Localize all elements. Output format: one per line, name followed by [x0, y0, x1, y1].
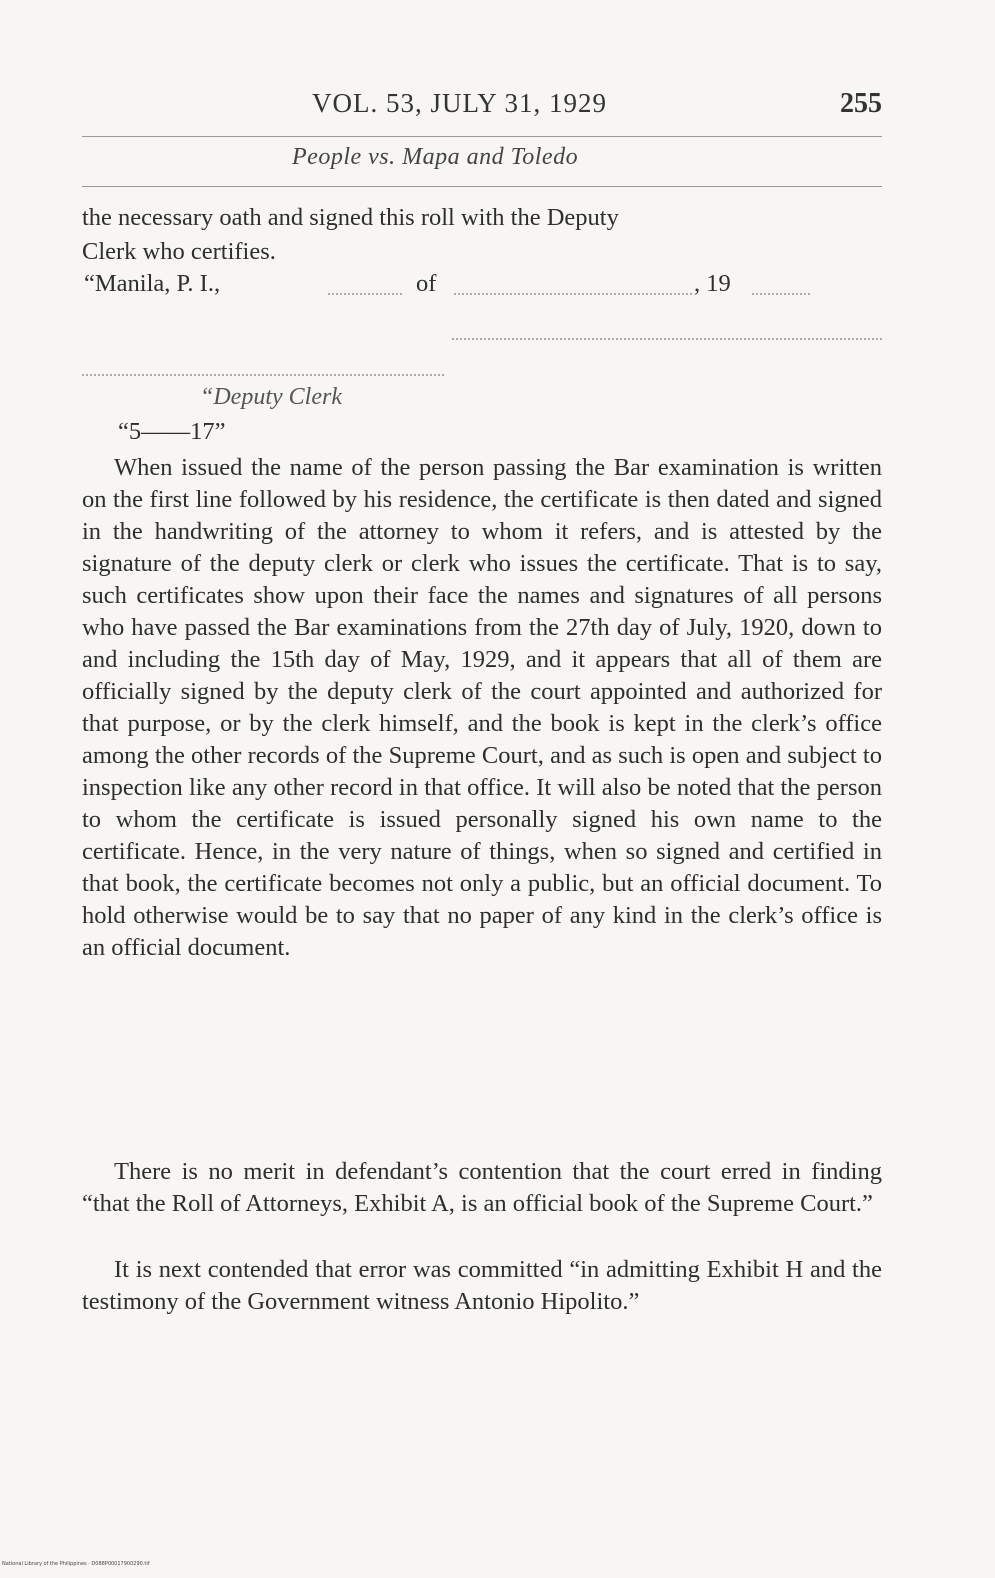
date-blank-day: [328, 293, 402, 295]
form-number: “5——17”: [118, 418, 226, 445]
date-blank-year: [752, 293, 810, 295]
volume-date-heading: VOL. 53, JULY 31, 1929: [312, 88, 608, 118]
body-paragraph-1: [82, 452, 882, 964]
paragraph-exhibit-h: It is next contended that error was committed “in admitting Exhibit H and the testimony of the Government witness Antonio Hipolito.”: [82, 1256, 882, 1315]
scan-footer: National Library of the Philippines · D088P00017900290.tif: [2, 1561, 150, 1567]
date-of: of: [416, 270, 437, 297]
header-rule-bottom: [82, 186, 882, 187]
date-prefix: “Manila, P. I.,: [84, 270, 221, 297]
date-year: , 19: [694, 270, 731, 297]
paragraph-roll-of-attorneys: There is no merit in defendant’s contention that the court erred in finding “that the Roll of Attorneys, Exhibit A, is an official book of the Supreme Court.”: [82, 1158, 882, 1217]
date-blank-month: [454, 293, 692, 295]
form-intro-line-1: the necessary oath and signed this roll with the Deputy: [82, 204, 619, 231]
signature-blank-left: [82, 374, 444, 376]
header-rule-top: [82, 136, 882, 137]
deputy-clerk-label: “Deputy Clerk: [200, 384, 342, 410]
form-intro-line-2: Clerk who certifies.: [82, 238, 276, 265]
running-head: [82, 88, 882, 128]
signature-blank-right: [452, 338, 882, 340]
paragraph-bar-certificate: When issued the name of the person passing the Bar examination is written on the first line followed by his residence, the certificate is then dated and signed in the handwriting of the attorney to whom it refers, and is attested by the signature of the deputy clerk or clerk who issues the certificate. That is to say, such certificates show upon their face the names and signatures of all persons who have passed the Bar examinations from the 27th day of July, 1920, down to and including the 15th day of May, 1929, and it appears that all of them are officially signed by the deputy clerk of the court appointed and authorized for that purpose, or by the clerk himself, and the book is kept in the clerk’s office among the other records of the Supreme Court, and as such is open and subject to inspection like any other record in that office. It will also be noted that the person to whom the certificate is issued personally signed his own name to the certificate. Hence, in the very nature of things, when so signed and certified in that book, the certificate becomes not only a public, but an official document. To hold otherwise would be to say that no paper of any kind in the clerk’s office is an official document.: [82, 454, 882, 961]
page-number: 255: [840, 88, 882, 119]
body-paragraph-2: [82, 1156, 882, 1220]
body-paragraph-3: [82, 1254, 882, 1318]
case-title: People vs. Mapa and Toledo: [292, 144, 579, 170]
